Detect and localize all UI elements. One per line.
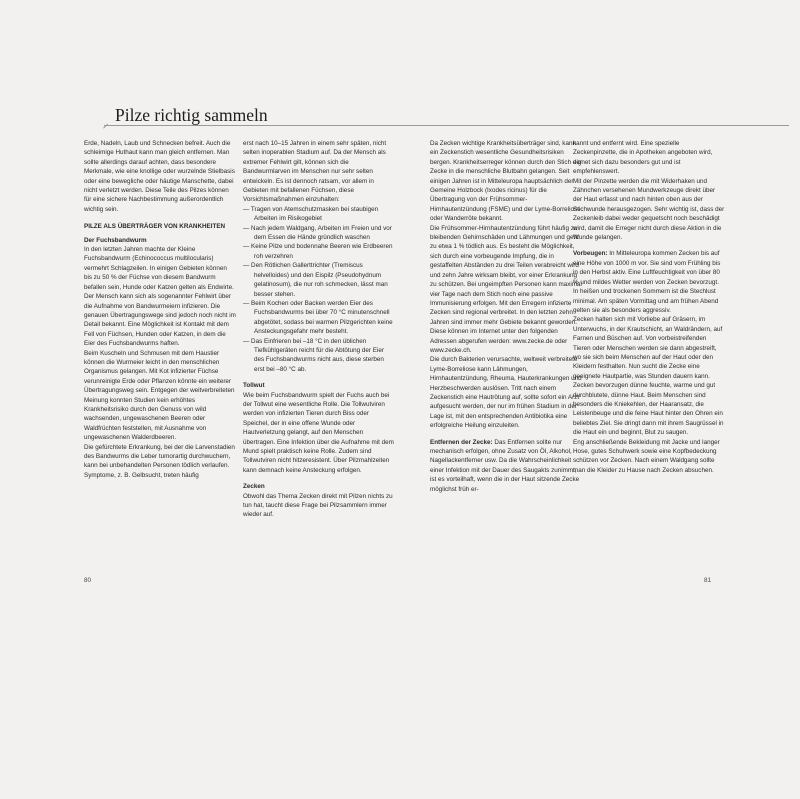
list-item: — Beim Kochen oder Backen werden Eier des Fuchsbandwurms bei über 70 °C minutenschnell abgetötet, sodass bei warmen Pilzgerichten keine Ansteckungsgefahr mehr besteht. [243, 299, 393, 336]
paragraph: Erde, Nadeln, Laub und Schnecken befreit. Auch die schleimige Huthaut kann man gleich entfernen. Man sollte allerdings darauf achten, dass besondere Merkmale, wie eine knollige oder wurzelnde Stielbasis oder eine bewegliche oder häutige Manschette, dabei nicht verletzt werden. Diese Teile des Pilzes können für eine sichere Nachbestimmung außerordentlich wichtig sein. [84, 140, 235, 213]
paragraph: kannt und entfernt wird. Eine spezielle Zeckenpinzette, die in Apotheken angeboten wird, eignet sich dazu besonders gut und ist empfehlenswert. [573, 140, 713, 176]
list-item: — Keine Pilze und bodennahe Beeren wie Erdbeeren roh verzehren [243, 243, 393, 260]
paragraph: Mit der Pinzette werden die mit Widerhaken und Zähnchen versehenen Mundwerkzeuge direkt über der Haut erfasst und nach hinten oben aus der Stichwunde herausgezogen. Sehr wichtig ist, dass der Zeckenleib dabei weder gequetscht noch beschädigt wird, damit die Erreger nicht durch diese Aktion in die Wunde gelangen. [573, 177, 725, 242]
page-number-left: 80 [84, 577, 92, 584]
list-item: — Das Einfrieren bei –18 °C in den üblichen Tiefkühlgeräten reicht für die Abtötung der Eier des Fuchsbandwurms nicht aus, diese sterben erst bei –80 °C ab. [243, 337, 384, 373]
page-number-right: 81 [704, 577, 712, 584]
list-item: — Nach jedem Waldgang, Arbeiten im Freien und vor dem Essen die Hände gründlich waschen [243, 224, 392, 242]
paragraph: Die durch Bakterien verursachte, weltweit verbreitete Lyme-Borreliose kann Lähmungen, Hirnhautentzündung, Rheuma, Hauterkrankungen und Herzbeschwerden auslösen. Tritt nach einem Zeckenstich eine Hautrötung auf, sollte sofort ein Arzt aufgesucht werden, der nur im frühen Stadium in der Lage ist, mit den entsprechenden Antibiotika eine erfolgreiche Heilung einzuleiten. [430, 356, 582, 430]
paragraph: Da Zecken wichtige Krankheitsüberträger sind, kann ein Zeckenstich wesentliche Gesundheitsrisiken bergen. Krankheitserreger können durch den Stich der Zecke in die menschliche Blutbahn gelangen. Seit einigen Jahren ist in Mitteleuropa hauptsächlich der Gemeine Holzbock (Ixodes ricinus) für die Übertragung von der Frühsommer-Hirnhautentzündung (FSME) und der Lyme-Borreliose oder Wanderröte bekannt. [430, 140, 582, 223]
inline-heading: Vorbeugen: [573, 250, 608, 258]
text-column-1 [84, 139, 236, 480]
subheading: Zecken [243, 483, 265, 491]
subheading: Der Fuchsbandwurm [84, 236, 147, 244]
text-column-2 [243, 139, 395, 520]
title-rule [104, 125, 789, 126]
page-title: Pilze richtig sammeln [115, 105, 268, 125]
paragraph: Obwohl das Thema Zecken direkt mit Pilzen nichts zu tun hat, taucht diese Frage bei Pilzsammlern immer wieder auf. [243, 492, 393, 519]
paragraph: Eng anschließende Bekleidung mit Jacke und langer Hose, gutes Schuhwerk sowie eine Kopfbedeckung schützen vor Zecken. Nach einem Waldgang sollte man die Kleider zu Hause nach Zecken absuchen. [573, 438, 720, 474]
inline-heading: Entfernen der Zecke: [430, 438, 493, 446]
paragraph: Die Frühsommer-Hirnhautentzündung führt häufig zu bleibenden Gehirnschäden und Lähmungen und geht zu etwa 1 % tödlich aus. Es besteht die Möglichkeit, sich durch eine vorbeugende Impfung, die in gestaffelten Abständen zu drei Teilen verabreicht wird und zehn Jahre wirksam bleibt, vor einer Erkrankung zu schützen. Bei ungeimpften Personen kann maximal vier Tage nach dem Stich noch eine passive Immunisierung erfolgen. Mit den Erregern infizierte Zecken sind regional verbreitet. In den letzten zehn Jahren sind immer mehr Gebiete bekannt geworden. Diese können im Internet unter den folgenden Adressen abgerufen werden: www.zecke.de oder www.zecke.ch. [430, 224, 582, 354]
paragraph: Zecken halten sich mit Vorliebe auf Gräsern, im Unterwuchs, in der Krautschicht, an Waldrändern, auf Farnen und Büschen auf. Von vorbeistreifenden Tieren oder Menschen werden sie dann abgestreift, wo sie sich beim Menschen auf der Haut oder den Kleidern festhalten. Nun sucht die Zecke eine geeignete Hautpartie, was Stunden dauern kann. Zecken bevorzugen dünne feuchte, warme und gut durchblutete, dünne Haut. Beim Menschen sind besonders die Kniekehlen, der Haaransatz, die Leistenbeuge und die feine Haut hinter den Ohren ein beliebtes Ziel. Sie dringt dann mit ihrem Saugrüssel in die Haut ein und beginnt, Blut zu saugen. [573, 316, 724, 437]
text-column-3 [430, 139, 582, 494]
title-rule-notch [99, 119, 108, 128]
paragraph: Beim Kuscheln und Schmusen mit dem Haustier können die Wurmeier leicht in den menschlichen Organismus gelangen. Mit Kot infizierter Füchse verunreinigte Erde oder Pflanzen könnte ein weiterer Übertragungsweg sein. Entgegen der weitverbreiteten Meinung konnten Studien kein erhöhtes Krankheitsrisiko durch den Genuss von wild wachsenden, ungewaschenen Beeren oder Waldfrüchten feststellen, mit Ausnahme von ungewaschenen Walderdbeeren. [84, 349, 235, 442]
section-heading: PILZE ALS ÜBERTRÄGER VON KRANKHEITEN [84, 223, 226, 231]
paragraph [573, 249, 725, 315]
paragraph-text: In Mitteleuropa kommen Zecken bis auf eine Höhe von 1000 m vor. Sie sind vom Frühling bis in den Herbst aktiv. Eine Luftfeuchtigkeit von über 80 % und mildes Wetter werden von Zecken bevorzugt. In heißen und trockenen Sommern ist die Stechlust minimal. Am späten Vormittag und am frühen Abend gelten sie als besonders aggressiv. [573, 250, 721, 314]
paragraph [430, 438, 582, 494]
paragraph: Die gefürchtete Erkrankung, bei der die Larvenstadien des Bandwurms die Leber tumorartig durchwuchern, kann bei unbehandelten Personen tödlich verlaufen. Symptome, z. B. Gelbsucht, treten häufig [84, 443, 235, 479]
subheading: Tollwut [243, 382, 265, 390]
paragraph: In den letzten Jahren machte der Kleine Fuchsbandwurm (Echinococcus multilocularis) vermehrt Schlagzeilen. In einigen Gebieten können bis zu 50 % der Füchse von diesem Bandwurm befallen sein, Hunde oder Katzen gelten als Endwirte. Der Mensch kann sich als sogenannter Fehlwirt über die Aufnahme von Bandwurmeiern infizieren. Die genauen Übertragungswege sind jedoch noch nicht im Detail bekannt. Eine Möglichkeit ist Kontakt mit dem Fell von Füchsen, Hunden oder Katzen, in dem die Eier des Fuchsbandwurms haften. [84, 246, 236, 348]
list-item: — Tragen von Atemschutzmasken bei staubigen Arbeiten im Risikogebiet [243, 205, 379, 223]
list-item: — Den Rötlichen Gallerttrichter (Tremiscus helvelloides) und den Eispilz (Pseudohydnum gelatinosum), die nur roh schmecken, lässt man besser stehen. [243, 262, 388, 298]
paragraph: Wie beim Fuchsbandwurm spielt der Fuchs auch bei der Tollwut eine wesentliche Rolle. Die Tollwutviren werden von infizierten Tieren durch Biss oder Speichel, der in eine offene Wunde oder Hautverletzung gelangt, auf den Menschen übertragen. Eine Infektion über die Aufnahme mit dem Mund spielt praktisch keine Rolle. Zudem sind Tollwutviren nicht hitzeresistent. Über Pilzmahlzeiten kann demnach keine Ansteckung erfolgen. [243, 391, 394, 474]
paragraph: erst nach 10–15 Jahren in einem sehr späten, nicht selten inoperablen Stadium auf. Da der Mensch als extremer Fehlwirt gilt, können sich die Bandwurmlarven im Menschen nur sehr selten entwickeln. Es ist dennoch ratsam, vor allem in Gebieten mit befallenen Füchsen, diese Vorsichtsmaßnahmen einzuhalten: [243, 140, 387, 204]
text-column-4 [573, 139, 725, 475]
paragraph-text: Das Entfernen sollte nur mechanisch erfolgen, ohne Zusatz von Öl, Alkohol, Nagellackentferner usw. Da die Wahrscheinlichkeit einer Infektion mit der Dauer des Saugakts zunimmt, ist es vorteilhaft, wenn die in der Haut sitzende Zecke möglichst früh er- [430, 438, 580, 493]
